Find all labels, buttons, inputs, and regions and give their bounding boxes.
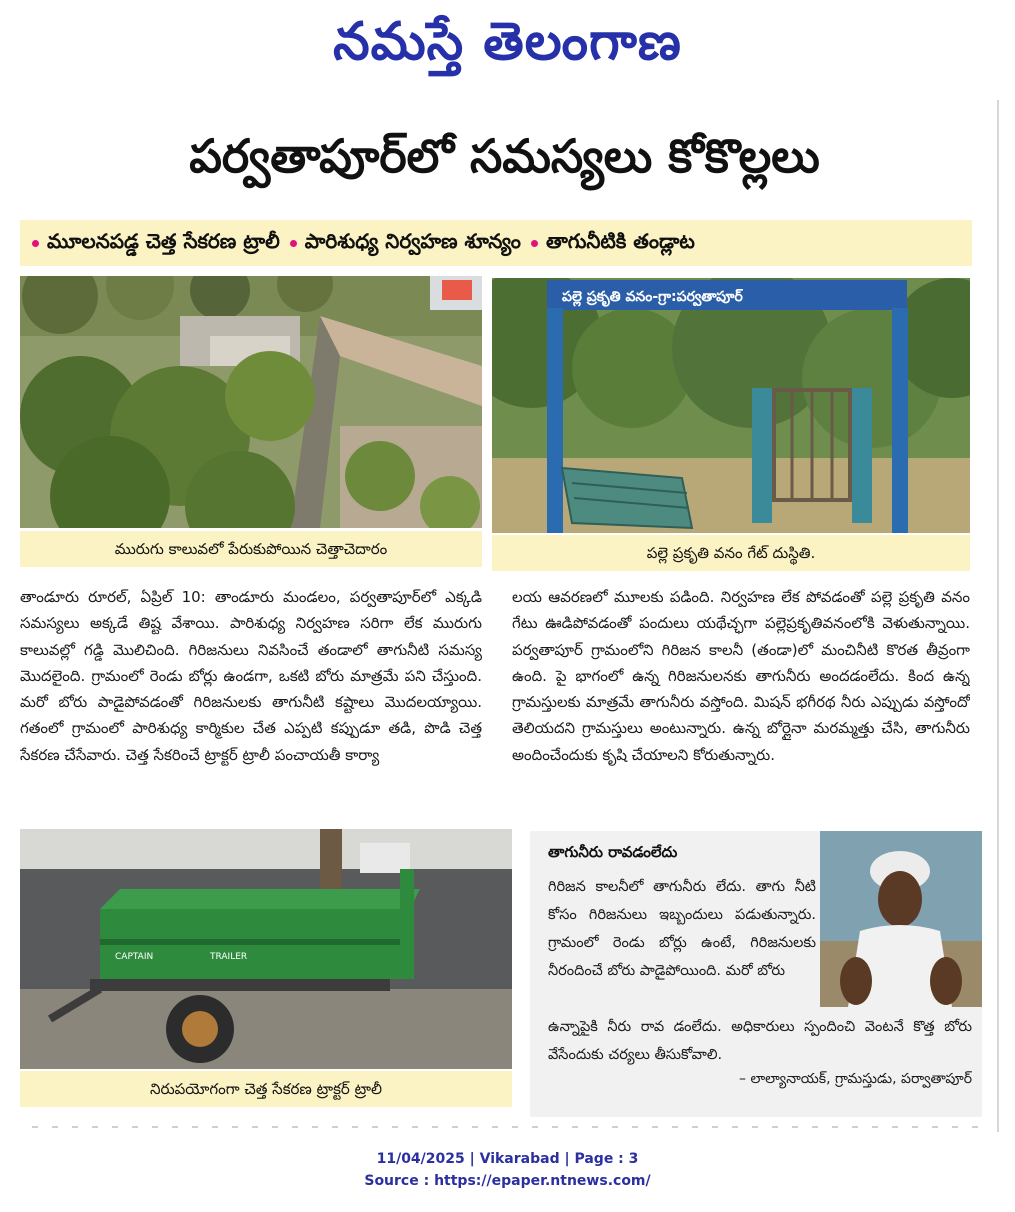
trolley-brand-text: CAPTAIN: [115, 952, 154, 962]
highlights-band: [20, 220, 972, 266]
highlight-item: [32, 229, 280, 258]
bullet-dot-icon: [290, 240, 297, 247]
quote-text-narrow: గిరిజన కాలనీలో తాగునీరు లేదు. తాగు నీటి కోసం గిరిజనులు ఇబ్బందులు పడుతున్నారు. గ్రామంలో రెండు బోర్లు ఉంటే, గిరిజనులకు నీరందించే బోరు పాడైపోయింది. మరో బోరు: [548, 879, 816, 979]
highlight-item: [531, 229, 695, 258]
park-gate-caption: పల్లె ప్రకృతి వనం గేట్ దుస్థితి.: [492, 535, 970, 571]
trolley-photo: [20, 829, 512, 1069]
highlight-text: తాగునీటికి తండ్లాట: [545, 228, 695, 253]
clipping-bottom-border: [32, 1126, 992, 1128]
news-clipping: [12, 100, 1000, 1132]
footer-source-link[interactable]: Source : https://epaper.ntnews.com/: [364, 1173, 651, 1189]
gate-sign-text: పల్లె ప్రకృతి వనం-గ్రా:పర్వతాపూర్: [562, 289, 743, 305]
trolley-model-text: TRAILER: [210, 952, 248, 962]
quote-text-wide: ఉన్నాపైకి నీరు రావ డంలేదు. అధికారులు స్పందించి వెంటనే కొత్త బోరు వేసేందుకు చర్యలు తీసుకోవాలి.: [548, 1019, 972, 1063]
trolley-illustration: [20, 829, 512, 1069]
quote-signature: – లాల్యానాయక్, గ్రామస్తుడు, పర్వాతాపూర్: [739, 1071, 972, 1087]
bullet-dot-icon: [531, 240, 538, 247]
park-gate-photo: [492, 278, 970, 533]
article-column-2: లయ ఆవరణలో మూలకు పడింది. నిర్వహణ లేక పోవడంతో పల్లె ప్రకృతి వనం గేటు ఊడిపోవడంతో పందులు యథేచ్ఛగా పల్లెప్రకృతివనంలోకి వెళుతున్నాయి. పర్వతాపూర్ గ్రామంలోని గిరిజన కాలనీ (తండా)లో మంచినీటి కొరత తీవ్రంగా ఉంది. పై భాగంలో ఉన్న గిరిజనులనకు తాగునీరు అందడంలేదు. కింద ఉన్న గ్రామస్తులకు మాత్రమే తాగునీరు వస్తోంది. మిషన్ భగీరథ నీరు ఎప్పుడు వస్తోందో తెలియదని గ్రామస్తులు అంటున్నారు. ఉన్న బోర్లైనా మరమ్మత్తు చేసి, తాగునీరు అందించేందుకు కృషి చేయాలని కోరుతున్నారు.: [512, 588, 970, 764]
clipping-right-border: [997, 100, 999, 1132]
drain-photo: [20, 276, 482, 528]
newspaper-masthead: నమస్తే తెలంగాణ: [333, 11, 682, 72]
drain-photo-caption: మురుగు కాలువలో పేరుకుపోయిన చెత్తాచెదారం: [20, 531, 482, 567]
highlight-text: పారిశుధ్య నిర్వహణ శూన్యం: [304, 228, 521, 253]
drain-illustration: [20, 276, 482, 528]
highlight-text: మూలనపడ్డ చెత్త సేకరణ ట్రాలీ: [47, 228, 280, 253]
quote-title: తాగునీరు రావడంలేదు: [548, 843, 678, 861]
footer-date-edition: 11/04/2025 | Vikarabad | Page : 3: [376, 1151, 639, 1167]
park-gate-illustration: [492, 278, 970, 533]
article-headline: పర్వతాపూర్‌లో సమస్యలు కోకొల్లలు: [189, 129, 820, 183]
bullet-dot-icon: [32, 240, 39, 247]
highlight-item: [290, 229, 521, 258]
trolley-photo-caption: నిరుపయోగంగా చెత్త సేకరణ ట్రాక్టర్ ట్రాలీ: [20, 1071, 512, 1107]
portrait-illustration: [820, 831, 982, 1007]
resident-quote-box: [530, 831, 982, 1117]
article-column-1: తాండూరు రూరల్, ఏప్రిల్ 10: తాండూరు మండలం, పర్వతాపూర్‌లో ఎక్కడి సమస్యలు అక్కడే తిష్ట వేశాయి. పారిశుధ్య నిర్వహణ సరిగా లేక మురుగు కాలువల్లో గడ్డి మొలిచింది. గిరిజనులు నివసించే తండాలో తాగునీటి సమస్య మొదలైంది. గ్రామంలో రెండు బోర్లు ఉండగా, ఒకటి బోరు మాత్రమే పని చేస్తుంది. మరో బోరు పాడైపోవడంతో గిరిజనులకు తాగునీటి కష్టాలు మొదలయ్యాయి. గతంలో గ్రామంలో పారిశుధ్య కార్మికుల చేత ఎప్పటి కప్పుడూ తడి, పొడి చెత్త సేకరణ చేసేవారు. చెత్త సేకరించే ట్రాక్టర్ ట్రాలీ పంచాయతీ కార్యా: [20, 588, 482, 764]
resident-portrait: [820, 831, 982, 1007]
